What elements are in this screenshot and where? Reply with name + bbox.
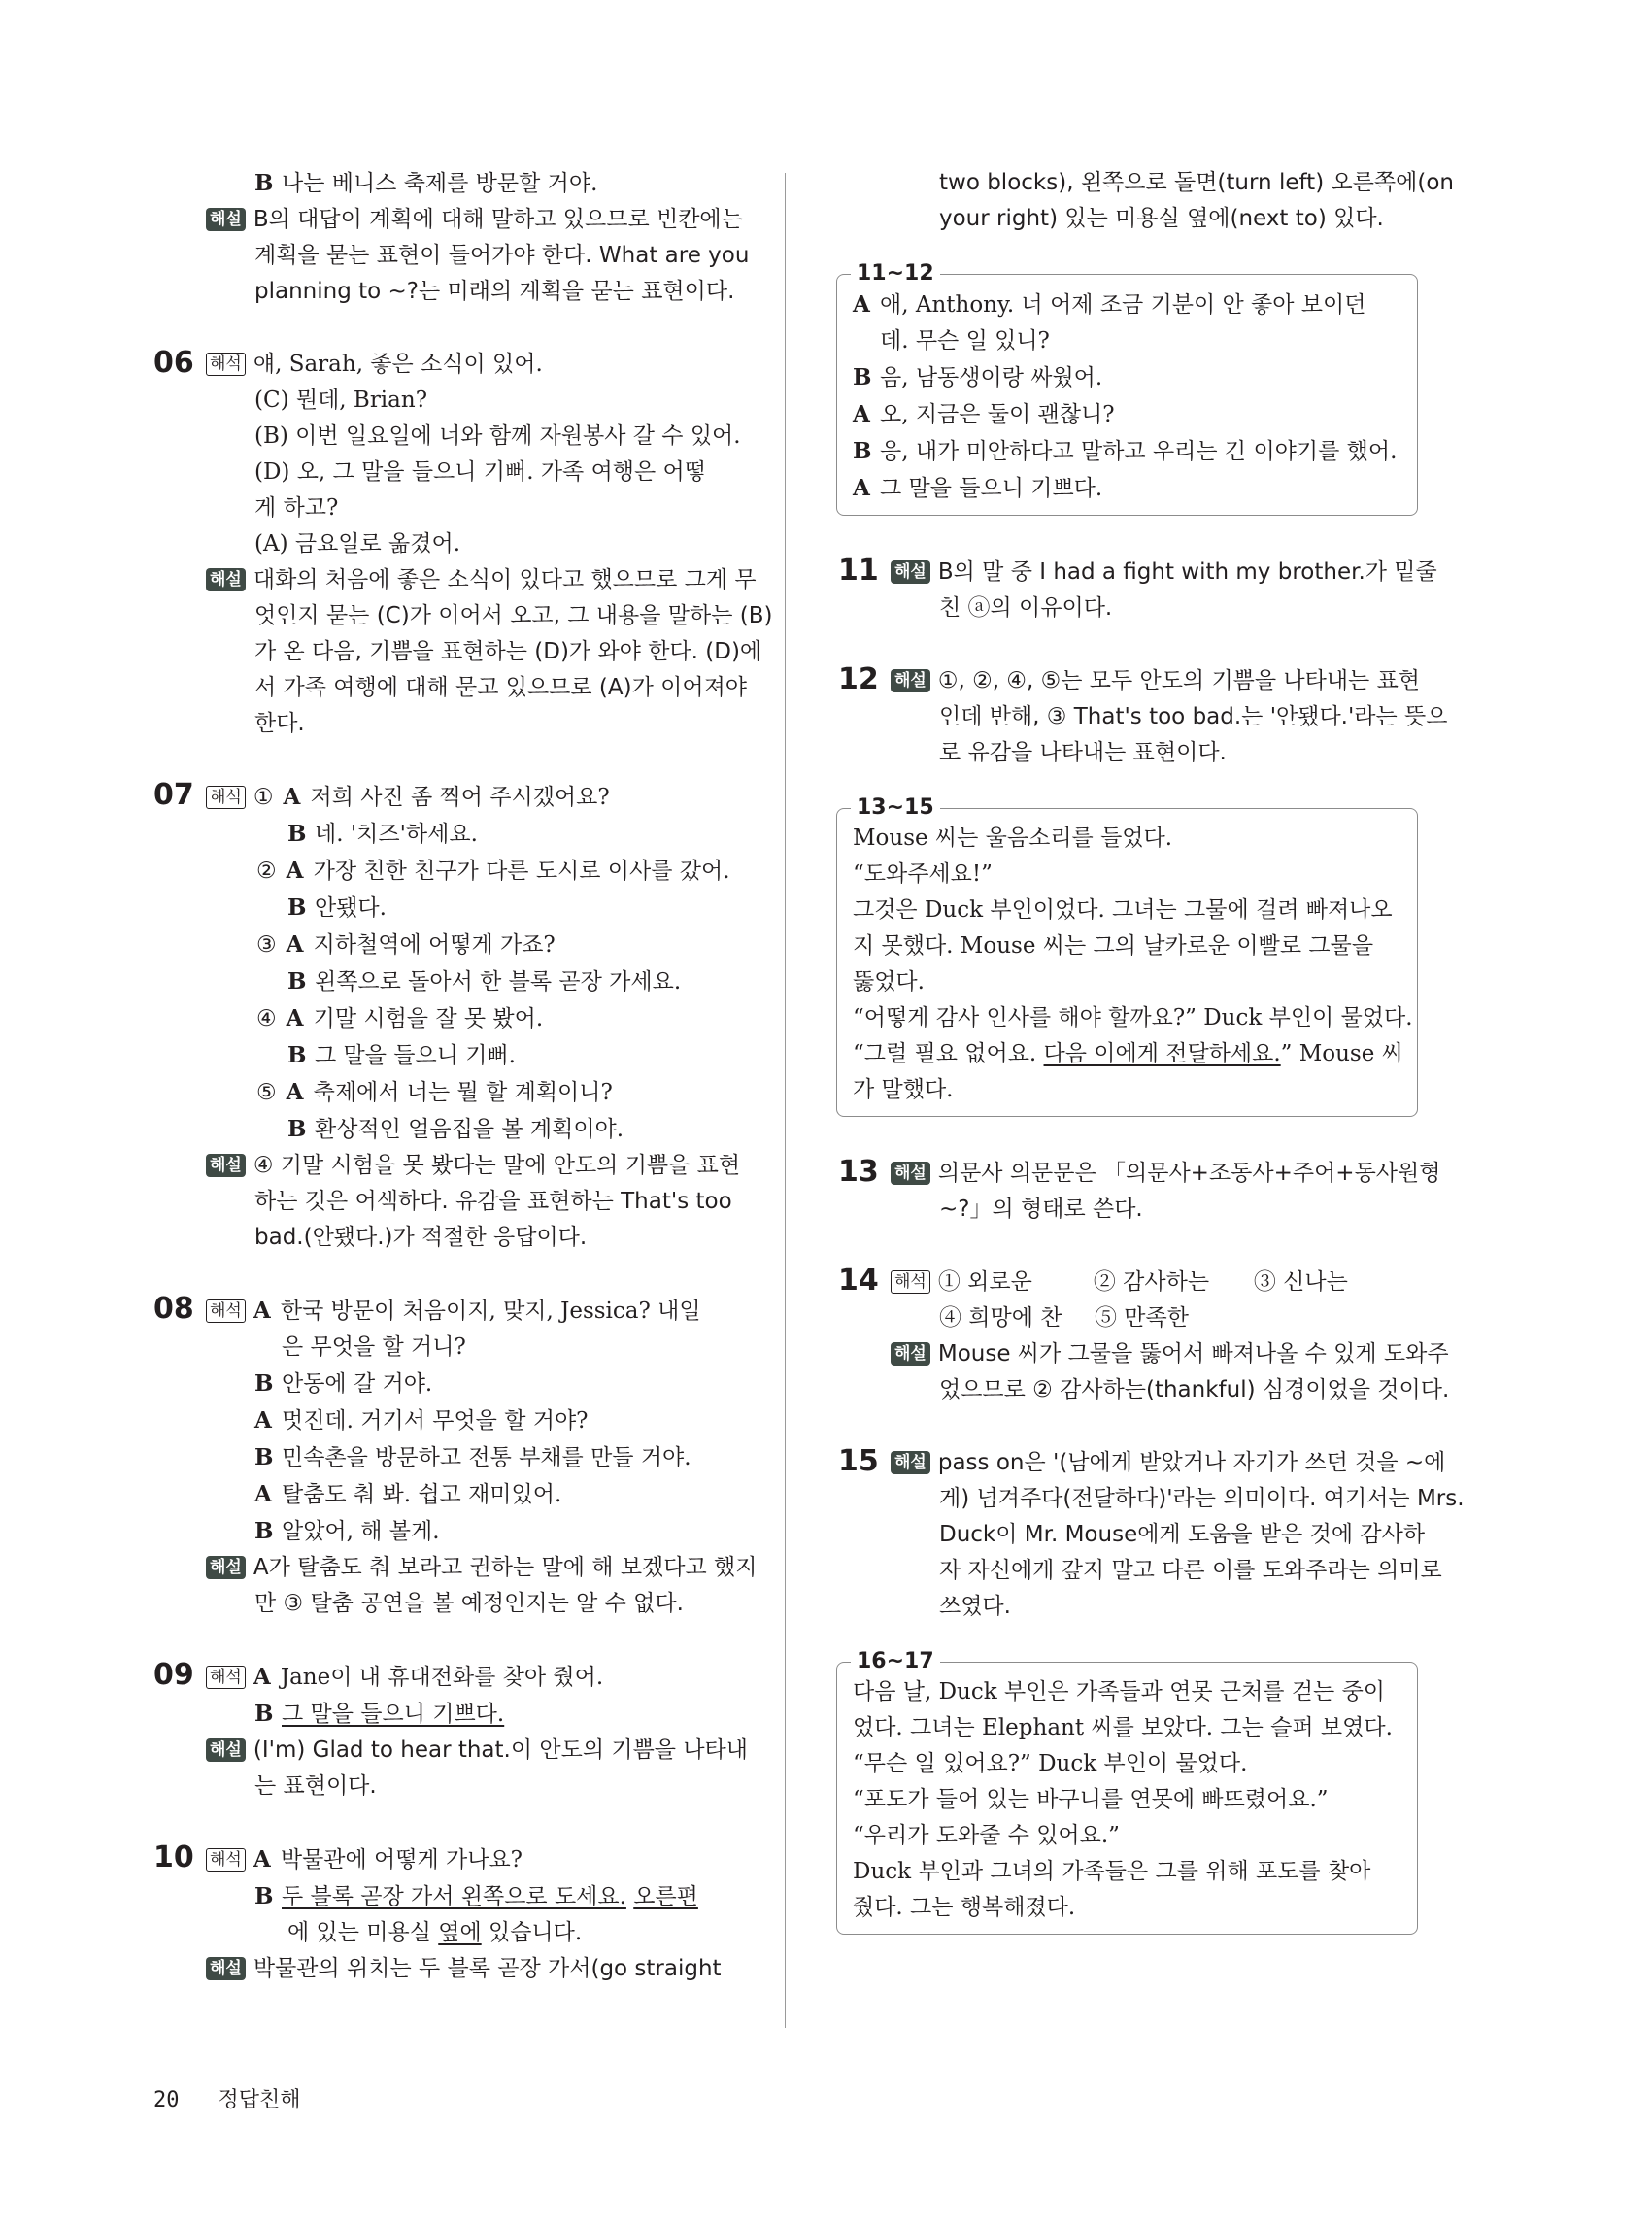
speaker-label: B [287,1042,307,1068]
underlined-text: 두 블록 곧장 가서 왼쪽으로 도세요. [282,1884,626,1909]
exercise-number: 09 [153,1658,194,1692]
explanation-text: B의 대답이 계획에 대해 말하고 있으므로 빈칸에는 [253,207,743,232]
explanation-line: two blocks), 왼쪽으로 돌면(turn left) 오른쪽에(on [939,170,1454,195]
explanation-line: 계획을 묻는 표현이 들어가야 한다. What are you [254,243,750,268]
explanation [146,562,757,598]
option: ⑤ 만족한 [1095,1305,1189,1331]
exercise-14 [830,1264,1450,1408]
exercise-15 [830,1444,1465,1625]
dialogue-line [146,347,733,383]
line-text: 멋진데. 거기서 무엇을 할 거야? [282,1408,589,1433]
speaker-label: B [287,968,307,995]
explanation [830,1445,1446,1481]
exercise-number: 06 [153,346,194,380]
explanation-badge: 해설 [891,1162,930,1185]
dialogue-line: 게 하고? [254,495,339,521]
line-text: 한국 방문이 처음이지, 맞지, Jessica? 내일 [280,1298,701,1324]
passage-box-16-17 [836,1649,1418,1935]
dialogue-line [146,816,733,853]
translation-badge: 해석 [206,1299,246,1323]
line-text: 저희 사진 좀 찍어 주시겠어요? [310,785,610,810]
dialogue-line [146,1000,733,1037]
explanation [146,202,743,238]
passage-line: “포도가 들어 있는 바구니를 연못에 빠뜨렸어요.” [853,1787,1329,1812]
dialogue-line [146,853,733,890]
dialogue-line [146,1513,733,1550]
line-text: 가장 친한 친구가 다른 도시로 이사를 갔어. [313,859,730,884]
explanation-line: your right) 있는 미용실 옆에(next to) 있다. [939,206,1384,231]
speaker-label: A [286,1005,304,1031]
explanation [830,1156,1441,1192]
explanation-text: 박물관의 위치는 두 블록 곧장 가서(go straight [253,1956,722,1981]
exercise-number: 15 [838,1444,879,1478]
line-text: “그럴 필요 없어요. [853,1041,1044,1066]
line-text: 얘, Sarah, 좋은 소식이 있어. [253,352,543,377]
translation-badge: 해석 [891,1270,930,1294]
options-row [830,1300,1418,1336]
explanation-line: planning to ~?는 미래의 계획을 묻는 표현이다. [254,279,735,304]
explanation-badge: 해설 [891,669,930,692]
explanation-badge: 해설 [206,1556,246,1579]
dialogue-line [853,396,1403,433]
box-label: 13~15 [851,793,940,823]
line-text: 박물관에 어떻게 가나요? [280,1847,523,1872]
column-divider [785,173,786,2028]
options-row [830,1265,1418,1300]
box-label: 11~12 [851,259,940,288]
exercise-number: 10 [153,1840,194,1874]
dialogue-line [146,1037,733,1074]
line-text: 오, 지금은 둘이 괜찮니? [880,402,1115,427]
underlined-text: 옆에 [438,1920,482,1945]
line-text: 환상적인 얼음집을 볼 계획이야. [315,1117,624,1142]
speaker-label: B [254,170,274,196]
page-footer [153,2083,301,2113]
translation-badge: 해석 [206,1666,246,1689]
passage-line: 줬다. 그는 행복해졌다. [853,1895,1076,1920]
passage-box-13-15 [836,795,1418,1117]
exercise-07 [146,778,741,1256]
passage-line: Duck 부인과 그녀의 가족들은 그를 위해 포도를 찾아 [853,1859,1371,1884]
exercise-number: 13 [838,1155,879,1189]
explanation [146,1951,733,1987]
underlined-text: 오른편 [633,1884,698,1909]
line-text: ” Mouse 씨 [1280,1041,1403,1066]
exercise-12 [830,662,1448,771]
line-text: 안됐다. [315,895,387,921]
dialogue-line [146,927,733,963]
explanation-badge: 해설 [206,1738,246,1762]
explanation-line: 자 자신에게 갚지 말고 다른 이를 도와주라는 의미로 [939,1558,1442,1583]
passage-line: 지 못했다. Mouse 씨는 그의 날카로운 이빨로 그물을 [853,933,1374,959]
speaker-label: B [254,1370,274,1397]
speaker-label: B [287,1116,307,1142]
dialogue-line [146,1293,733,1330]
page-number: 20 [153,2088,180,2112]
line-text: 나는 베니스 축제를 방문할 거야. [282,171,598,196]
explanation-text: (I'm) Glad to hear that.이 안도의 기쁨을 나타내 [253,1737,748,1763]
speaker-label: B [853,438,872,464]
exercise-number: 08 [153,1292,194,1326]
explanation-line: 하는 것은 어색하다. 유감을 표현하는 That's too [254,1189,732,1214]
dialogue-line [853,359,1403,396]
passage-line [853,1036,1403,1072]
dialogue-line: (C) 뭔데, Brian? [254,388,428,413]
dialogue-line [853,433,1403,470]
option-number: ① [253,785,274,810]
option-number: ④ [256,1006,277,1031]
option: ③ 신나는 [1253,1269,1348,1295]
option-number: ③ [256,932,277,958]
line-text: 그 말을 들으니 기뻐. [315,1043,516,1068]
exercise-10 [146,1841,733,1987]
explanation-badge: 해설 [206,1957,246,1980]
passage-line: “어떻게 감사 인사를 해야 할까요?” Duck 부인이 물었다. [853,1005,1413,1030]
exercise-11 [830,554,1437,626]
speaker-label: A [286,1079,304,1105]
underlined-text: 다음 이에게 전달하세요. [1043,1041,1281,1066]
line-text: 지하철역에 어떻게 가죠? [313,932,556,958]
explanation-line: 만 ③ 탈춤 공연을 볼 예정인지는 알 수 없다. [254,1591,684,1616]
line-text: 축제에서 너는 뭘 할 계획이니? [313,1080,613,1105]
explanation-line: 한다. [254,711,305,736]
explanation-line: 인데 반해, ③ That's too bad.는 '안됐다.'라는 뜻으 [939,704,1448,729]
line-text: 민속촌을 방문하고 전통 부채를 만들 거야. [282,1445,691,1470]
explanation-line: 로 유감을 나타내는 표현이다. [939,740,1227,765]
line-text: Jane이 내 휴대전화를 찾아 줬어. [280,1665,604,1690]
line-text: 데. 무슨 일 있니? [880,328,1050,354]
dialogue-line [146,165,733,202]
exercise-number: 12 [838,662,879,696]
explanation-badge: 해설 [891,1451,930,1474]
passage-line: Mouse 씨는 울음소리를 들었다. [853,826,1173,851]
left-column [146,165,773,1987]
right-column [830,165,1465,1973]
option-number: ② [256,859,277,884]
line-text: 에 있는 미용실 [287,1920,439,1945]
dialogue-line [146,779,733,816]
dialogue-line: B 두 블록 곧장 가서 왼쪽으로 도세요. 오른편 [254,1883,698,1909]
exercise-06 [146,346,773,742]
dialogue-line: B 그 말을 들으니 기쁘다. [254,1701,505,1727]
explanation-text: pass on은 '(남에게 받았거나 자기가 쓰던 것을 ~에 [937,1450,1446,1475]
speaker-label: B [254,1444,274,1470]
explanation-line: 엇인지 묻는 (C)가 이어서 오고, 그 내용을 말하는 (B) [254,603,773,628]
speaker-label: A [286,858,304,884]
explanation-text: ①, ②, ④, ⑤는 모두 안도의 기쁨을 나타내는 표현 [937,668,1421,693]
explanation-line: Duck이 Mr. Mouse에게 도움을 받은 것에 감사하 [939,1522,1426,1547]
dialogue-line [146,1330,733,1366]
option-number: ⑤ [256,1080,277,1105]
dialogue-line [853,287,1403,323]
exercise-number: 11 [838,554,879,588]
exercise-08 [146,1292,758,1622]
speaker-label: A [283,784,301,810]
explanation-badge: 해설 [206,1154,246,1177]
exercise-number: 14 [838,1264,879,1298]
speaker-label: A [853,401,870,427]
speaker-label: A [254,1407,272,1433]
explanation-text: B의 말 중 I had a fight with my brother.가 밑줄 [937,559,1437,585]
line-text: 알았어, 해 볼게. [282,1519,440,1544]
speaker-label: A [286,931,304,958]
passage-line: 그것은 Duck 부인이었다. 그녀는 그물에 걸려 빠져나오 [853,897,1393,923]
explanation [830,1336,1449,1372]
continued-explanation [830,165,1454,237]
explanation-line: bad.(안됐다.)가 적절한 응답이다. [254,1225,588,1250]
explanation-line: 게) 넘겨주다(전달하다)'라는 의미이다. 여기서는 Mrs. [939,1486,1465,1511]
explanation-line: 가 온 다음, 기쁨을 표현하는 (D)가 와야 한다. (D)에 [254,639,762,664]
explanation-badge: 해설 [891,560,930,584]
speaker-label: A [853,291,870,318]
explanation-text: A가 탈춤도 춰 보라고 권하는 말에 해 보겠다고 했지 [253,1555,758,1580]
speaker-label: B [254,1518,274,1544]
explanation-text: 의문사 의문문은 「의문사+조동사+주어+동사원형 [937,1161,1441,1186]
dialogue-line [146,1402,733,1439]
intro-block [146,165,750,310]
explanation-text: ④ 기말 시험을 못 봤다는 말에 안도의 기쁨을 표현 [253,1153,741,1178]
explanation-line: 었으므로 ② 감사하는(thankful) 심경이었을 것이다. [939,1377,1450,1402]
passage-line: 다음 날, Duck 부인은 가족들과 연못 근처를 걷는 중이 [853,1679,1386,1704]
line-text: 기말 시험을 잘 못 봤어. [313,1006,544,1031]
explanation-line: 친 ⓐ의 이유이다. [939,595,1113,621]
translation-badge: 해석 [206,353,246,376]
explanation-line: 는 표현이다. [254,1773,377,1799]
explanation-line: 쓰였다. [939,1594,1011,1619]
dialogue-line [853,470,1403,507]
line-text: 은 무엇을 할 거니? [282,1334,466,1360]
speaker-label: A [253,1298,271,1324]
dialogue-line: (B) 이번 일요일에 너와 함께 자원봉사 갈 수 있어. [254,423,741,449]
dialogue-line [146,890,733,927]
option: ④ 희망에 찬 [939,1305,1062,1331]
explanation-line: ~?」의 형태로 쓴다. [939,1197,1143,1222]
option: ① 외로운 [937,1269,1032,1295]
line-text: 네. '치즈'하세요. [315,822,478,847]
dialogue-line: (D) 오, 그 말을 들으니 기뻐. 가족 여행은 어떻 [254,459,706,485]
explanation-badge: 해설 [891,1342,930,1366]
line-text: 애, Anthony. 너 어제 조금 기분이 안 좋아 보이던 [880,292,1366,318]
explanation-badge: 해설 [206,208,246,231]
passage-line: 뚫었다. [853,969,925,995]
dialogue-line [853,323,1403,359]
book-title: 정답친해 [218,2088,301,2112]
passage-line: 가 말했다. [853,1077,954,1102]
passage-line: 었다. 그녀는 Elephant 씨를 보았다. 그는 슬퍼 보였다. [853,1715,1393,1740]
dialogue-line: 해석 A Jane이 내 휴대전화를 찾아 줬어. [146,1659,733,1696]
explanation-text: Mouse 씨가 그물을 뚫어서 빠져나올 수 있게 도와주 [937,1341,1449,1366]
underlined-answer: 그 말을 들으니 기쁘다. [282,1702,505,1727]
line-text: 안동에 갈 거야. [282,1371,433,1397]
speaker-label: A [254,1481,272,1507]
dialogue-line [146,1111,733,1148]
passage-line: “우리가 도와줄 수 있어요.” [853,1823,1120,1848]
speaker-label: B [853,364,872,390]
speaker-label: A [853,475,870,501]
box-label: 16~17 [851,1647,940,1676]
dialogue-line [146,1074,733,1111]
dialogue-line [146,1439,733,1476]
explanation [146,1148,741,1184]
passage-line: “무슨 일 있어요?” Duck 부인이 물었다. [853,1751,1248,1776]
option: ② 감사하는 [1093,1269,1210,1295]
exercise-09 [146,1658,748,1804]
dialogue-line [146,1915,733,1951]
line-text: 음, 남동생이랑 싸웠어. [880,365,1103,390]
explanation-text: 대화의 처음에 좋은 소식이 있다고 했으므로 그게 무 [253,567,757,592]
line-text: 왼쪽으로 돌아서 한 블록 곧장 가세요. [315,969,682,995]
explanation [146,1733,748,1769]
explanation [146,1550,758,1586]
dialogue-line [146,1366,733,1402]
exercise-13 [830,1155,1441,1228]
dialogue-line [146,1476,733,1513]
line-text: 탈춤도 춰 봐. 쉽고 재미있어. [282,1482,562,1507]
line-text: 있습니다. [481,1920,583,1945]
speaker-label: B [287,894,307,921]
dialogue-line: (A) 금요일로 옮겼어. [254,531,461,556]
translation-badge: 해석 [206,1848,246,1872]
speaker-label: B [287,821,307,847]
explanation [830,555,1437,590]
dialogue-line: 해석 A 박물관에 어떻게 가나요? [146,1841,733,1878]
exercise-number: 07 [153,778,194,812]
passage-box-11-12 [836,261,1418,516]
line-text: 응, 내가 미안하다고 말하고 우리는 긴 이야기를 했어. [880,439,1398,464]
explanation-badge: 해설 [206,568,246,591]
translation-badge: 해석 [206,786,246,809]
explanation [830,663,1421,699]
explanation-line: 서 가족 여행에 대해 묻고 있으므로 (A)가 이어져야 [254,675,747,700]
line-text: 그 말을 들으니 기쁘다. [880,476,1103,501]
dialogue-line [146,963,733,1000]
passage-line: “도와주세요!” [853,861,993,887]
